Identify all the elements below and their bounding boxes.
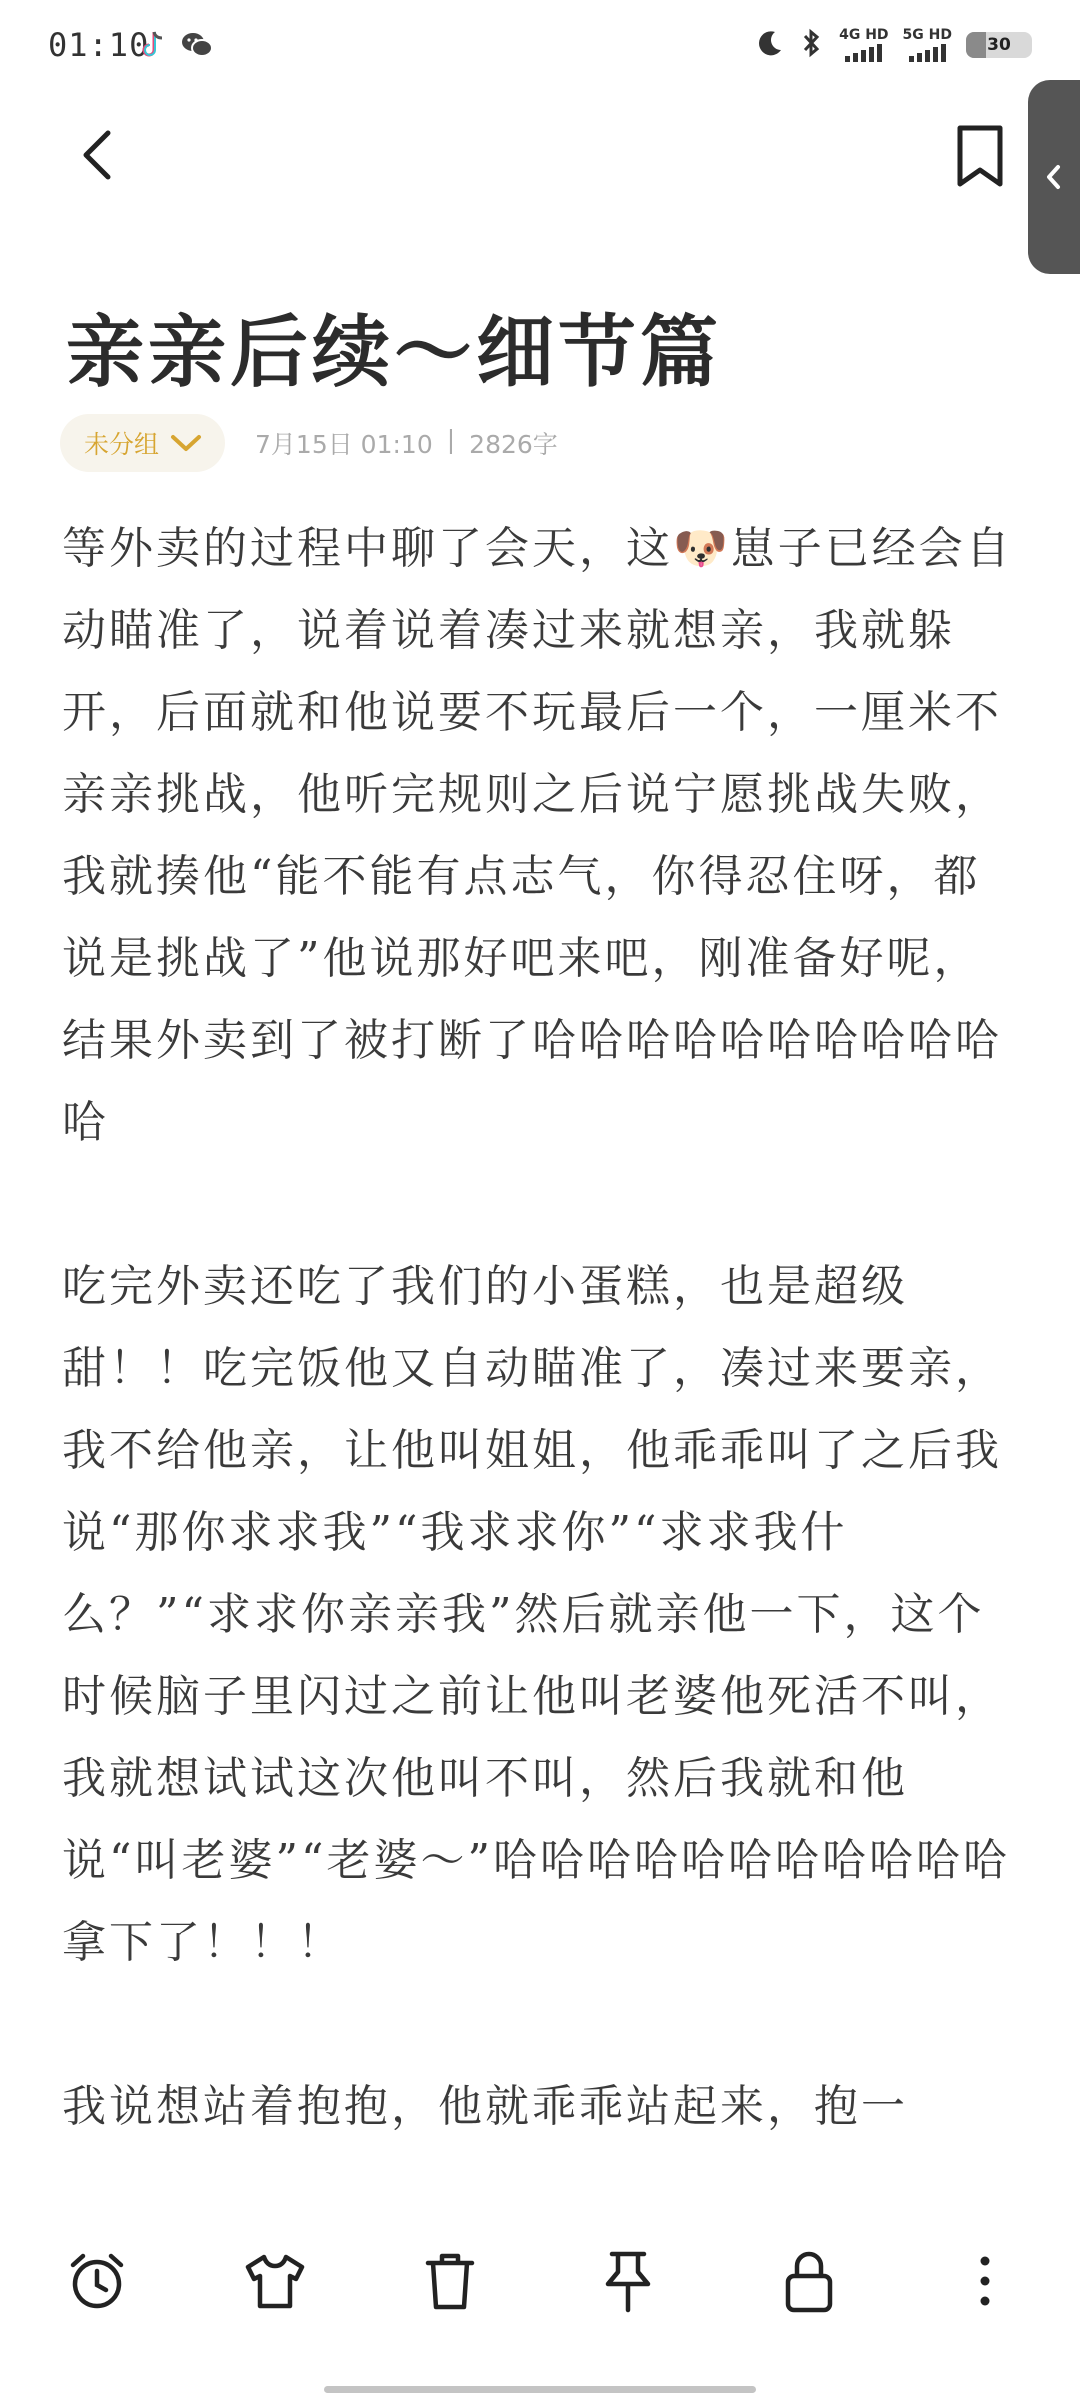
note-meta bbox=[60, 414, 558, 472]
status-time: 01:10 bbox=[48, 26, 150, 64]
paragraph: 吃完外卖还吃了我们的小蛋糕，也是超级甜！！吃完饭他又自动瞄准了，凑过来要亲，我不给他亲，让他叫姐姐，他乖乖叫了之后我说“那你求求我”“我求求你”“求求我什么？”“求求你亲亲我”然后就亲他一下，这个时候脑子里闪过之前让他叫老婆他死活不叫，我就想试试这次他叫不叫，然后我就和他说“叫老婆”“老婆～”哈哈哈哈哈哈哈哈哈哈哈拿下了！！！ bbox=[62, 1261, 1010, 1968]
back-button[interactable] bbox=[70, 125, 130, 185]
signal-4g: 4G HD bbox=[839, 28, 888, 62]
more-button[interactable] bbox=[950, 2246, 1020, 2316]
chevron-down-icon bbox=[169, 432, 203, 454]
signal-5g: 5G HD bbox=[903, 28, 952, 62]
status-bar bbox=[0, 0, 1080, 100]
wechat-icon bbox=[180, 30, 214, 64]
note-title[interactable]: 亲亲后续～细节篇 bbox=[66, 307, 723, 398]
group-label: 未分组 bbox=[84, 430, 160, 459]
lock-icon bbox=[783, 2248, 835, 2314]
trash-icon bbox=[422, 2249, 478, 2313]
battery-indicator: 30 bbox=[966, 32, 1032, 58]
more-vertical-icon bbox=[975, 2253, 995, 2309]
pin-button[interactable] bbox=[593, 2246, 663, 2316]
theme-button[interactable] bbox=[240, 2246, 310, 2316]
side-panel-tab[interactable] bbox=[1028, 80, 1080, 274]
pin-icon bbox=[600, 2248, 656, 2314]
bluetooth-icon bbox=[799, 28, 825, 62]
paragraph: 我说想站着抱抱，他就乖乖站起来，抱一 bbox=[62, 2081, 908, 2132]
moon-icon bbox=[755, 28, 785, 62]
bottom-toolbar bbox=[0, 2206, 1080, 2356]
home-indicator[interactable] bbox=[324, 2386, 756, 2393]
word-count: 2826字 bbox=[469, 430, 558, 459]
delete-button[interactable] bbox=[415, 2246, 485, 2316]
paragraph: 等外卖的过程中聊了会天，这🐶崽子已经会自动瞄准了，说着说着凑过来就想亲，我就躲开，后面就和他说要不玩最后一个，一厘米不亲亲挑战，他听完规则之后说宁愿挑战失败，我就揍他“能不能有点志气，你得忍住呀，都说是挑战了”他说那好吧来吧，刚准备好呢，结果外卖到了被打断了哈哈哈哈哈哈哈哈哈哈哈 bbox=[62, 523, 1013, 1148]
tiktok-icon bbox=[140, 30, 166, 64]
note-body[interactable] bbox=[62, 508, 1020, 2230]
group-selector[interactable] bbox=[60, 414, 225, 472]
note-date: 7月15日 01:10 bbox=[255, 430, 433, 459]
lock-button[interactable] bbox=[774, 2246, 844, 2316]
shirt-icon bbox=[242, 2251, 308, 2311]
back-arrow-icon bbox=[70, 125, 130, 185]
bookmark-button[interactable] bbox=[950, 122, 1010, 192]
bookmark-icon bbox=[950, 122, 1010, 192]
reminder-button[interactable] bbox=[62, 2246, 132, 2316]
meta-separator: | bbox=[446, 425, 456, 454]
chevron-left-icon bbox=[1042, 162, 1066, 192]
alarm-clock-icon bbox=[65, 2249, 129, 2313]
